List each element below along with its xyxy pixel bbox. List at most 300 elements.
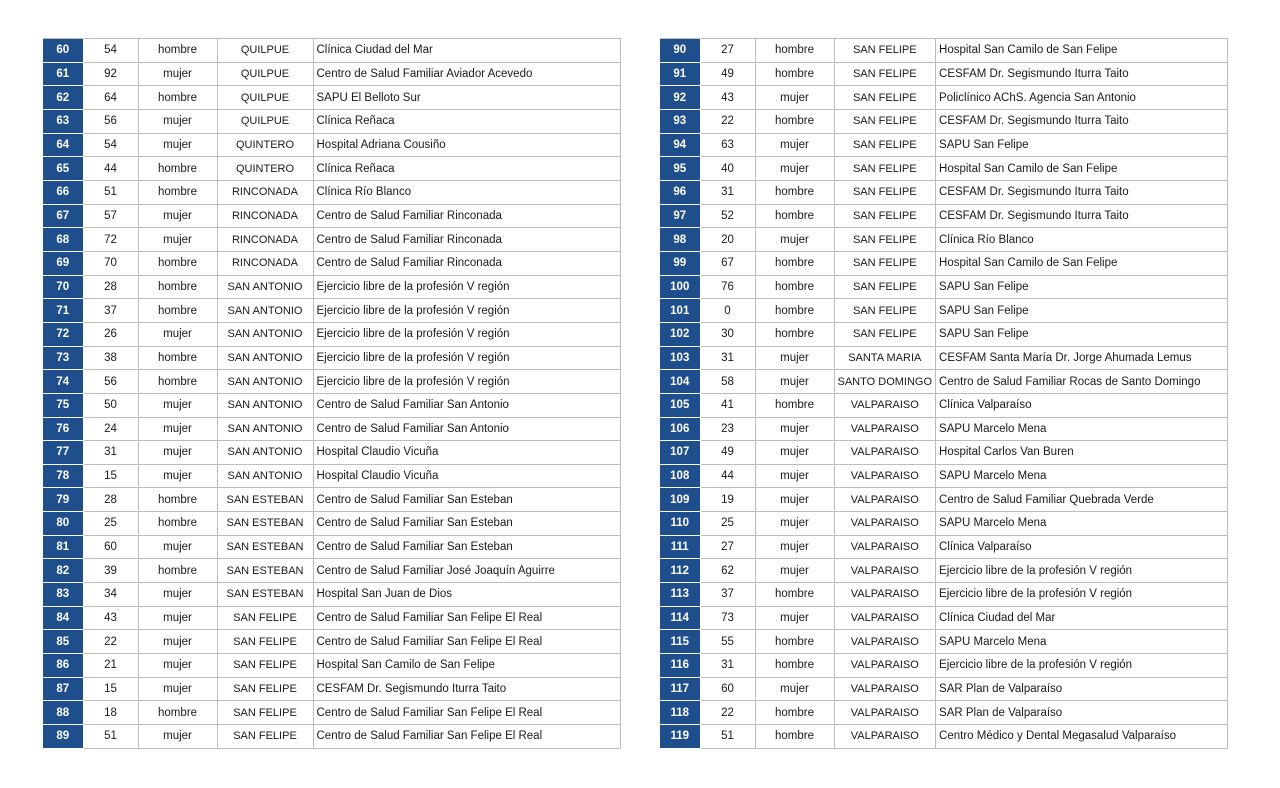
comuna-cell: SAN FELIPE	[834, 228, 936, 252]
sex-cell: hombre	[138, 370, 217, 394]
row-number: 86	[43, 654, 83, 678]
sex-cell: mujer	[755, 606, 834, 630]
row-number: 74	[43, 370, 83, 394]
facility-cell: SAPU Marcelo Mena	[936, 417, 1228, 441]
table-row	[43, 725, 620, 749]
age-cell: 52	[700, 204, 755, 228]
row-number: 111	[660, 535, 700, 559]
sex-cell: hombre	[138, 275, 217, 299]
facility-cell: Centro de Salud Familiar San Felipe El Real	[313, 725, 620, 749]
comuna-cell: SAN ANTONIO	[217, 275, 313, 299]
age-cell: 23	[700, 417, 755, 441]
sex-cell: hombre	[755, 630, 834, 654]
row-number: 91	[660, 62, 700, 86]
table-row	[660, 180, 1228, 204]
cases-table-left	[43, 38, 621, 749]
sex-cell: hombre	[138, 346, 217, 370]
sex-cell: mujer	[755, 512, 834, 536]
comuna-cell: SAN FELIPE	[834, 133, 936, 157]
comuna-cell: VALPARAISO	[834, 630, 936, 654]
row-number: 62	[43, 86, 83, 110]
table-row	[43, 346, 620, 370]
row-number: 71	[43, 299, 83, 323]
table-row	[660, 725, 1228, 749]
age-cell: 39	[83, 559, 138, 583]
facility-cell: Ejercicio libre de la profesión V región	[936, 559, 1228, 583]
age-cell: 25	[83, 512, 138, 536]
table-row	[43, 275, 620, 299]
row-number: 76	[43, 417, 83, 441]
row-number: 104	[660, 370, 700, 394]
sex-cell: mujer	[755, 464, 834, 488]
facility-cell: Hospital Claudio Vicuña	[313, 464, 620, 488]
table-row	[660, 583, 1228, 607]
comuna-cell: VALPARAISO	[834, 654, 936, 678]
table-row	[43, 62, 620, 86]
facility-cell: SAPU San Felipe	[936, 322, 1228, 346]
cases-table-right	[660, 38, 1228, 749]
comuna-cell: VALPARAISO	[834, 417, 936, 441]
facility-cell: SAPU El Belloto Sur	[313, 86, 620, 110]
sex-cell: hombre	[755, 725, 834, 749]
facility-cell: SAPU San Felipe	[936, 275, 1228, 299]
row-number: 96	[660, 180, 700, 204]
age-cell: 49	[700, 441, 755, 465]
table-row	[660, 157, 1228, 181]
sex-cell: mujer	[138, 62, 217, 86]
comuna-cell: SAN ANTONIO	[217, 346, 313, 370]
row-number: 117	[660, 677, 700, 701]
age-cell: 58	[700, 370, 755, 394]
age-cell: 25	[700, 512, 755, 536]
row-number: 105	[660, 393, 700, 417]
facility-cell: Centro de Salud Familiar San Esteban	[313, 488, 620, 512]
table-row	[43, 512, 620, 536]
row-number: 110	[660, 512, 700, 536]
age-cell: 54	[83, 133, 138, 157]
table-row	[43, 370, 620, 394]
table-row	[660, 559, 1228, 583]
table-row	[660, 488, 1228, 512]
facility-cell: CESFAM Dr. Segismundo Iturra Taito	[936, 109, 1228, 133]
sex-cell: mujer	[755, 228, 834, 252]
row-number: 64	[43, 133, 83, 157]
sex-cell: mujer	[755, 370, 834, 394]
facility-cell: CESFAM Dr. Segismundo Iturra Taito	[936, 180, 1228, 204]
age-cell: 51	[700, 725, 755, 749]
row-number: 98	[660, 228, 700, 252]
sex-cell: hombre	[755, 204, 834, 228]
sex-cell: mujer	[138, 228, 217, 252]
table-row	[43, 630, 620, 654]
facility-cell: Clínica Valparaíso	[936, 393, 1228, 417]
comuna-cell: SAN ESTEBAN	[217, 488, 313, 512]
table-row	[660, 441, 1228, 465]
comuna-cell: VALPARAISO	[834, 559, 936, 583]
sex-cell: mujer	[755, 559, 834, 583]
row-number: 89	[43, 725, 83, 749]
sex-cell: mujer	[755, 157, 834, 181]
sex-cell: mujer	[138, 464, 217, 488]
facility-cell: Centro de Salud Familiar San Felipe El Real	[313, 630, 620, 654]
row-number: 95	[660, 157, 700, 181]
age-cell: 57	[83, 204, 138, 228]
table-row	[43, 204, 620, 228]
comuna-cell: VALPARAISO	[834, 677, 936, 701]
sex-cell: mujer	[755, 86, 834, 110]
comuna-cell: SAN ANTONIO	[217, 370, 313, 394]
sex-cell: hombre	[755, 109, 834, 133]
comuna-cell: RINCONADA	[217, 228, 313, 252]
comuna-cell: SAN FELIPE	[834, 39, 936, 63]
comuna-cell: SAN FELIPE	[834, 62, 936, 86]
facility-cell: Centro de Salud Familiar San Felipe El Real	[313, 701, 620, 725]
facility-cell: Centro de Salud Familiar San Felipe El Real	[313, 606, 620, 630]
facility-cell: Ejercicio libre de la profesión V región	[313, 346, 620, 370]
sex-cell: mujer	[138, 725, 217, 749]
facility-cell: Clínica Reñaca	[313, 157, 620, 181]
age-cell: 34	[83, 583, 138, 607]
table-row	[660, 677, 1228, 701]
table-row	[43, 441, 620, 465]
facility-cell: Policlínico AChS. Agencia San Antonio	[936, 86, 1228, 110]
sex-cell: mujer	[138, 606, 217, 630]
age-cell: 31	[700, 346, 755, 370]
age-cell: 70	[83, 251, 138, 275]
age-cell: 22	[83, 630, 138, 654]
table-row	[660, 39, 1228, 63]
row-number: 100	[660, 275, 700, 299]
age-cell: 51	[83, 725, 138, 749]
sex-cell: hombre	[138, 559, 217, 583]
table-row	[660, 299, 1228, 323]
age-cell: 28	[83, 275, 138, 299]
facility-cell: Ejercicio libre de la profesión V región	[313, 322, 620, 346]
comuna-cell: VALPARAISO	[834, 441, 936, 465]
row-number: 99	[660, 251, 700, 275]
age-cell: 63	[700, 133, 755, 157]
sex-cell: mujer	[755, 417, 834, 441]
comuna-cell: SAN FELIPE	[834, 109, 936, 133]
row-number: 73	[43, 346, 83, 370]
facility-cell: Centro de Salud Familiar José Joaquín Aguirre	[313, 559, 620, 583]
facility-cell: SAPU San Felipe	[936, 299, 1228, 323]
row-number: 87	[43, 677, 83, 701]
table-row	[660, 251, 1228, 275]
age-cell: 38	[83, 346, 138, 370]
table-row	[660, 204, 1228, 228]
row-number: 66	[43, 180, 83, 204]
row-number: 82	[43, 559, 83, 583]
sex-cell: mujer	[755, 441, 834, 465]
comuna-cell: SAN FELIPE	[834, 157, 936, 181]
age-cell: 28	[83, 488, 138, 512]
table-row	[660, 275, 1228, 299]
comuna-cell: SAN FELIPE	[834, 299, 936, 323]
age-cell: 50	[83, 393, 138, 417]
facility-cell: Ejercicio libre de la profesión V región	[313, 275, 620, 299]
table-row	[43, 488, 620, 512]
age-cell: 27	[700, 535, 755, 559]
facility-cell: Centro de Salud Familiar San Antonio	[313, 393, 620, 417]
sex-cell: mujer	[755, 346, 834, 370]
facility-cell: Centro Médico y Dental Megasalud Valparaíso	[936, 725, 1228, 749]
row-number: 67	[43, 204, 83, 228]
table-row	[660, 630, 1228, 654]
comuna-cell: SAN FELIPE	[217, 606, 313, 630]
comuna-cell: SANTO DOMINGO	[834, 370, 936, 394]
comuna-cell: SAN ANTONIO	[217, 393, 313, 417]
age-cell: 41	[700, 393, 755, 417]
row-number: 85	[43, 630, 83, 654]
age-cell: 56	[83, 109, 138, 133]
sex-cell: hombre	[755, 583, 834, 607]
age-cell: 18	[83, 701, 138, 725]
comuna-cell: VALPARAISO	[834, 512, 936, 536]
age-cell: 67	[700, 251, 755, 275]
facility-cell: Centro de Salud Familiar Rinconada	[313, 251, 620, 275]
table-row	[43, 393, 620, 417]
sex-cell: mujer	[138, 583, 217, 607]
comuna-cell: SAN ANTONIO	[217, 464, 313, 488]
row-number: 92	[660, 86, 700, 110]
table-row	[660, 464, 1228, 488]
table-row	[660, 86, 1228, 110]
facility-cell: Centro de Salud Familiar San Esteban	[313, 535, 620, 559]
facility-cell: Hospital Claudio Vicuña	[313, 441, 620, 465]
age-cell: 73	[700, 606, 755, 630]
table-row	[660, 322, 1228, 346]
sex-cell: hombre	[138, 39, 217, 63]
comuna-cell: SAN FELIPE	[217, 630, 313, 654]
facility-cell: Hospital Adriana Cousiño	[313, 133, 620, 157]
sex-cell: mujer	[138, 109, 217, 133]
comuna-cell: SAN ESTEBAN	[217, 583, 313, 607]
table-row	[43, 677, 620, 701]
comuna-cell: VALPARAISO	[834, 464, 936, 488]
table-row	[660, 109, 1228, 133]
facility-cell: CESFAM Dr. Segismundo Iturra Taito	[313, 677, 620, 701]
row-number: 78	[43, 464, 83, 488]
cases-table-right-body	[660, 39, 1228, 749]
age-cell: 37	[700, 583, 755, 607]
row-number: 116	[660, 654, 700, 678]
age-cell: 26	[83, 322, 138, 346]
sex-cell: hombre	[755, 322, 834, 346]
comuna-cell: RINCONADA	[217, 204, 313, 228]
comuna-cell: QUILPUE	[217, 109, 313, 133]
age-cell: 19	[700, 488, 755, 512]
comuna-cell: QUILPUE	[217, 62, 313, 86]
sex-cell: mujer	[755, 535, 834, 559]
table-row	[660, 370, 1228, 394]
age-cell: 55	[700, 630, 755, 654]
row-number: 69	[43, 251, 83, 275]
row-number: 115	[660, 630, 700, 654]
comuna-cell: SAN FELIPE	[217, 654, 313, 678]
comuna-cell: VALPARAISO	[834, 535, 936, 559]
comuna-cell: QUILPUE	[217, 39, 313, 63]
sex-cell: mujer	[138, 535, 217, 559]
age-cell: 92	[83, 62, 138, 86]
sex-cell: mujer	[138, 322, 217, 346]
sex-cell: mujer	[138, 133, 217, 157]
comuna-cell: SAN FELIPE	[834, 251, 936, 275]
row-number: 97	[660, 204, 700, 228]
facility-cell: Centro de Salud Familiar Rinconada	[313, 228, 620, 252]
row-number: 77	[43, 441, 83, 465]
facility-cell: SAR Plan de Valparaíso	[936, 677, 1228, 701]
table-row	[660, 228, 1228, 252]
row-number: 81	[43, 535, 83, 559]
comuna-cell: SAN FELIPE	[834, 322, 936, 346]
comuna-cell: SAN ESTEBAN	[217, 512, 313, 536]
facility-cell: Centro de Salud Familiar Aviador Acevedo	[313, 62, 620, 86]
table-row	[660, 62, 1228, 86]
age-cell: 31	[83, 441, 138, 465]
table-row	[43, 251, 620, 275]
row-number: 83	[43, 583, 83, 607]
age-cell: 76	[700, 275, 755, 299]
row-number: 118	[660, 701, 700, 725]
comuna-cell: SAN ANTONIO	[217, 417, 313, 441]
age-cell: 49	[700, 62, 755, 86]
sex-cell: hombre	[138, 299, 217, 323]
row-number: 119	[660, 725, 700, 749]
age-cell: 22	[700, 109, 755, 133]
facility-cell: Clínica Río Blanco	[936, 228, 1228, 252]
table-row	[660, 535, 1228, 559]
sex-cell: mujer	[138, 677, 217, 701]
facility-cell: SAR Plan de Valparaíso	[936, 701, 1228, 725]
row-number: 101	[660, 299, 700, 323]
table-row	[43, 86, 620, 110]
facility-cell: Hospital San Camilo de San Felipe	[936, 251, 1228, 275]
sex-cell: hombre	[138, 488, 217, 512]
sex-cell: hombre	[755, 299, 834, 323]
row-number: 113	[660, 583, 700, 607]
table-row	[43, 535, 620, 559]
table-row	[43, 464, 620, 488]
age-cell: 37	[83, 299, 138, 323]
comuna-cell: QUINTERO	[217, 157, 313, 181]
sex-cell: hombre	[755, 654, 834, 678]
table-row	[43, 583, 620, 607]
facility-cell: Ejercicio libre de la profesión V región	[313, 370, 620, 394]
facility-cell: Clínica Río Blanco	[313, 180, 620, 204]
sex-cell: mujer	[138, 417, 217, 441]
comuna-cell: VALPARAISO	[834, 725, 936, 749]
age-cell: 24	[83, 417, 138, 441]
row-number: 112	[660, 559, 700, 583]
age-cell: 31	[700, 180, 755, 204]
age-cell: 22	[700, 701, 755, 725]
age-cell: 60	[83, 535, 138, 559]
sex-cell: mujer	[755, 677, 834, 701]
facility-cell: SAPU Marcelo Mena	[936, 630, 1228, 654]
sex-cell: hombre	[755, 39, 834, 63]
facility-cell: Ejercicio libre de la profesión V región	[936, 654, 1228, 678]
facility-cell: Centro de Salud Familiar Rinconada	[313, 204, 620, 228]
facility-cell: SAPU Marcelo Mena	[936, 512, 1228, 536]
facility-cell: Centro de Salud Familiar Quebrada Verde	[936, 488, 1228, 512]
comuna-cell: VALPARAISO	[834, 701, 936, 725]
age-cell: 20	[700, 228, 755, 252]
facility-cell: CESFAM Santa María Dr. Jorge Ahumada Lemus	[936, 346, 1228, 370]
row-number: 65	[43, 157, 83, 181]
table-row	[43, 606, 620, 630]
table-row	[660, 346, 1228, 370]
comuna-cell: VALPARAISO	[834, 583, 936, 607]
comuna-cell: SAN FELIPE	[834, 204, 936, 228]
facility-cell: CESFAM Dr. Segismundo Iturra Taito	[936, 62, 1228, 86]
table-row	[43, 417, 620, 441]
facility-cell: Centro de Salud Familiar San Esteban	[313, 512, 620, 536]
table-row	[43, 322, 620, 346]
table-row	[43, 559, 620, 583]
table-row	[660, 417, 1228, 441]
table-row	[660, 701, 1228, 725]
row-number: 63	[43, 109, 83, 133]
row-number: 103	[660, 346, 700, 370]
comuna-cell: SAN FELIPE	[834, 86, 936, 110]
row-number: 109	[660, 488, 700, 512]
facility-cell: Centro de Salud Familiar Rocas de Santo Domingo	[936, 370, 1228, 394]
row-number: 75	[43, 393, 83, 417]
table-row	[43, 109, 620, 133]
comuna-cell: SAN FELIPE	[834, 275, 936, 299]
facility-cell: Centro de Salud Familiar San Antonio	[313, 417, 620, 441]
facility-cell: Hospital Carlos Van Buren	[936, 441, 1228, 465]
age-cell: 60	[700, 677, 755, 701]
sex-cell: hombre	[755, 180, 834, 204]
sex-cell: hombre	[138, 180, 217, 204]
cases-table-left-body	[43, 39, 620, 749]
age-cell: 72	[83, 228, 138, 252]
age-cell: 15	[83, 677, 138, 701]
row-number: 72	[43, 322, 83, 346]
age-cell: 0	[700, 299, 755, 323]
table-row	[660, 393, 1228, 417]
comuna-cell: SAN FELIPE	[217, 677, 313, 701]
sex-cell: mujer	[755, 488, 834, 512]
comuna-cell: VALPARAISO	[834, 488, 936, 512]
facility-cell: Hospital San Camilo de San Felipe	[313, 654, 620, 678]
facility-cell: Hospital San Juan de Dios	[313, 583, 620, 607]
comuna-cell: VALPARAISO	[834, 393, 936, 417]
row-number: 79	[43, 488, 83, 512]
age-cell: 43	[83, 606, 138, 630]
sex-cell: hombre	[755, 275, 834, 299]
comuna-cell: SAN FELIPE	[834, 180, 936, 204]
sex-cell: hombre	[755, 393, 834, 417]
sex-cell: hombre	[138, 86, 217, 110]
row-number: 90	[660, 39, 700, 63]
row-number: 102	[660, 322, 700, 346]
comuna-cell: SAN ANTONIO	[217, 322, 313, 346]
sex-cell: mujer	[138, 441, 217, 465]
age-cell: 44	[700, 464, 755, 488]
age-cell: 30	[700, 322, 755, 346]
facility-cell: CESFAM Dr. Segismundo Iturra Taito	[936, 204, 1228, 228]
comuna-cell: SAN ANTONIO	[217, 299, 313, 323]
row-number: 108	[660, 464, 700, 488]
age-cell: 31	[700, 654, 755, 678]
row-number: 80	[43, 512, 83, 536]
table-row	[43, 299, 620, 323]
table-row	[660, 133, 1228, 157]
table-row	[43, 228, 620, 252]
